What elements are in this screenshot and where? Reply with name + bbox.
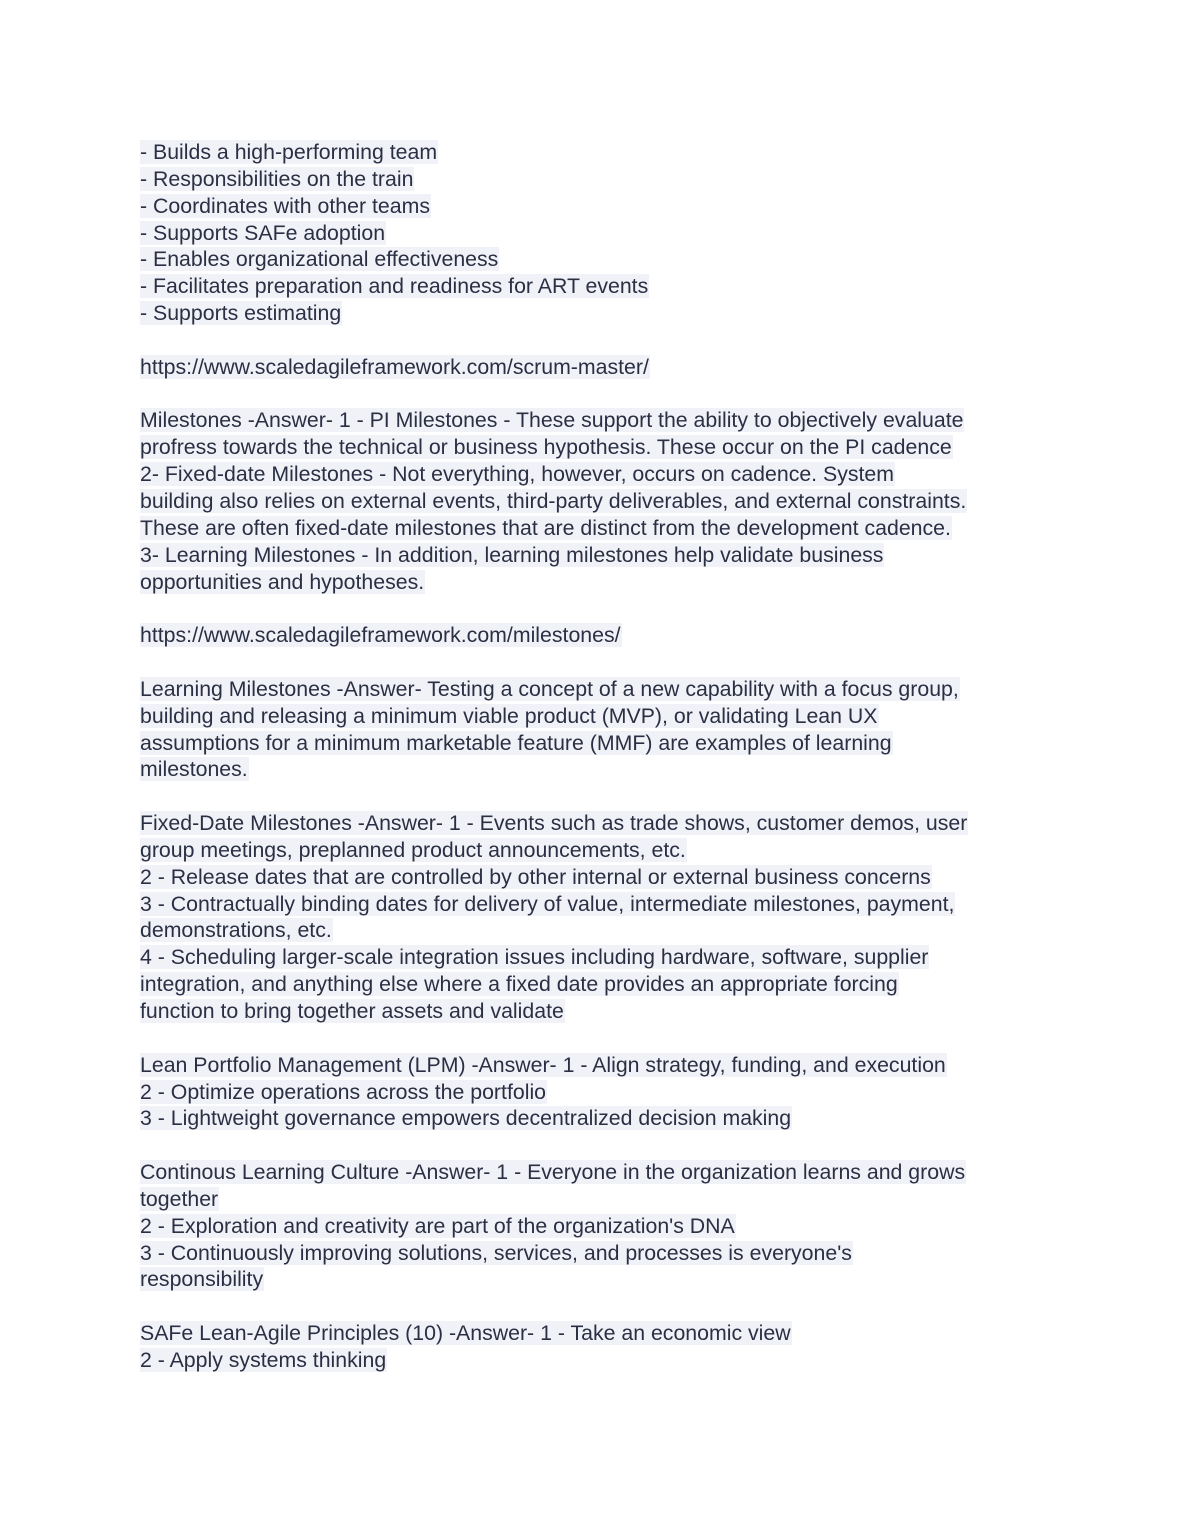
text-line: 2 - Release dates that are controlled by other internal or external business concerns	[140, 864, 931, 889]
text-line: 2- Fixed-date Milestones - Not everything, however, occurs on cadence. System	[140, 462, 895, 487]
text-line: 2 - Apply systems thinking	[140, 1347, 387, 1372]
text-line: opportunities and hypotheses.	[140, 569, 425, 594]
text-line: 3 - Contractually binding dates for delivery of value, intermediate milestones, payment,	[140, 891, 955, 916]
text-line: 3- Learning Milestones - In addition, learning milestones help validate business	[140, 542, 884, 567]
text-line: - Facilitates preparation and readiness for ART events	[140, 274, 649, 299]
text-line: building and releasing a minimum viable product (MVP), or validating Lean UX	[140, 703, 878, 728]
url-text: https://www.scaledagileframework.com/milestones/	[140, 623, 621, 648]
text-line: SAFe Lean-Agile Principles (10) -Answer- 1 - Take an economic view	[140, 1321, 791, 1346]
text-line: profress towards the technical or business hypothesis. These occur on the PI cadence	[140, 435, 952, 460]
text-line: building also relies on external events, third-party deliverables, and external constraints.	[140, 488, 967, 513]
text-line: 3 - Continuously improving solutions, services, and processes is everyone's	[140, 1240, 852, 1265]
qa-block-fixed-date-milestones	[140, 810, 1060, 1025]
text-line: Continous Learning Culture -Answer- 1 - Everyone in the organization learns and grows	[140, 1160, 966, 1185]
document-page	[140, 139, 1060, 1401]
text-line: - Builds a high-performing team	[140, 140, 438, 164]
text-line: 2 - Optimize operations across the portfolio	[140, 1079, 547, 1104]
text-line: Fixed-Date Milestones -Answer- 1 - Events such as trade shows, customer demos, user	[140, 811, 968, 836]
qa-block-continuous-learning-culture	[140, 1159, 1060, 1293]
text-line: responsibility	[140, 1267, 264, 1292]
text-line: demonstrations, etc.	[140, 918, 332, 943]
url-block-milestones	[140, 622, 1060, 649]
text-line: group meetings, preplanned product announcements, etc.	[140, 837, 686, 862]
text-line: - Enables organizational effectiveness	[140, 247, 499, 272]
text-line: - Supports estimating	[140, 301, 342, 326]
text-line: 4 - Scheduling larger-scale integration issues including hardware, software, supplier	[140, 945, 929, 970]
text-line: assumptions for a minimum marketable feature (MMF) are examples of learning	[140, 730, 892, 755]
url-text: https://www.scaledagileframework.com/scrum-master/	[140, 354, 649, 379]
text-line: integration, and anything else where a fixed date provides an appropriate forcing	[140, 972, 898, 997]
text-line: - Coordinates with other teams	[140, 193, 431, 218]
list-block-scrum-master-responsibilities	[140, 139, 1060, 327]
text-line: - Responsibilities on the train	[140, 166, 414, 191]
text-line: Learning Milestones -Answer- Testing a concept of a new capability with a focus group,	[140, 676, 959, 701]
text-line: - Supports SAFe adoption	[140, 220, 386, 245]
qa-block-learning-milestones	[140, 676, 1060, 783]
qa-block-lean-portfolio-management	[140, 1052, 1060, 1133]
text-line: together	[140, 1186, 219, 1211]
text-line: These are often fixed-date milestones that are distinct from the development cadence.	[140, 515, 951, 540]
text-line: Milestones -Answer- 1 - PI Milestones - These support the ability to objectively evaluate	[140, 408, 964, 433]
text-line: Lean Portfolio Management (LPM) -Answer- 1 - Align strategy, funding, and execution	[140, 1052, 946, 1077]
text-line: 3 - Lightweight governance empowers decentralized decision making	[140, 1106, 792, 1131]
qa-block-milestones	[140, 407, 1060, 595]
qa-block-safe-principles	[140, 1320, 1060, 1374]
url-block-scrum-master	[140, 354, 1060, 381]
text-line: function to bring together assets and validate	[140, 999, 564, 1023]
text-line: 2 - Exploration and creativity are part of the organization's DNA	[140, 1213, 735, 1238]
text-line: milestones.	[140, 757, 248, 782]
